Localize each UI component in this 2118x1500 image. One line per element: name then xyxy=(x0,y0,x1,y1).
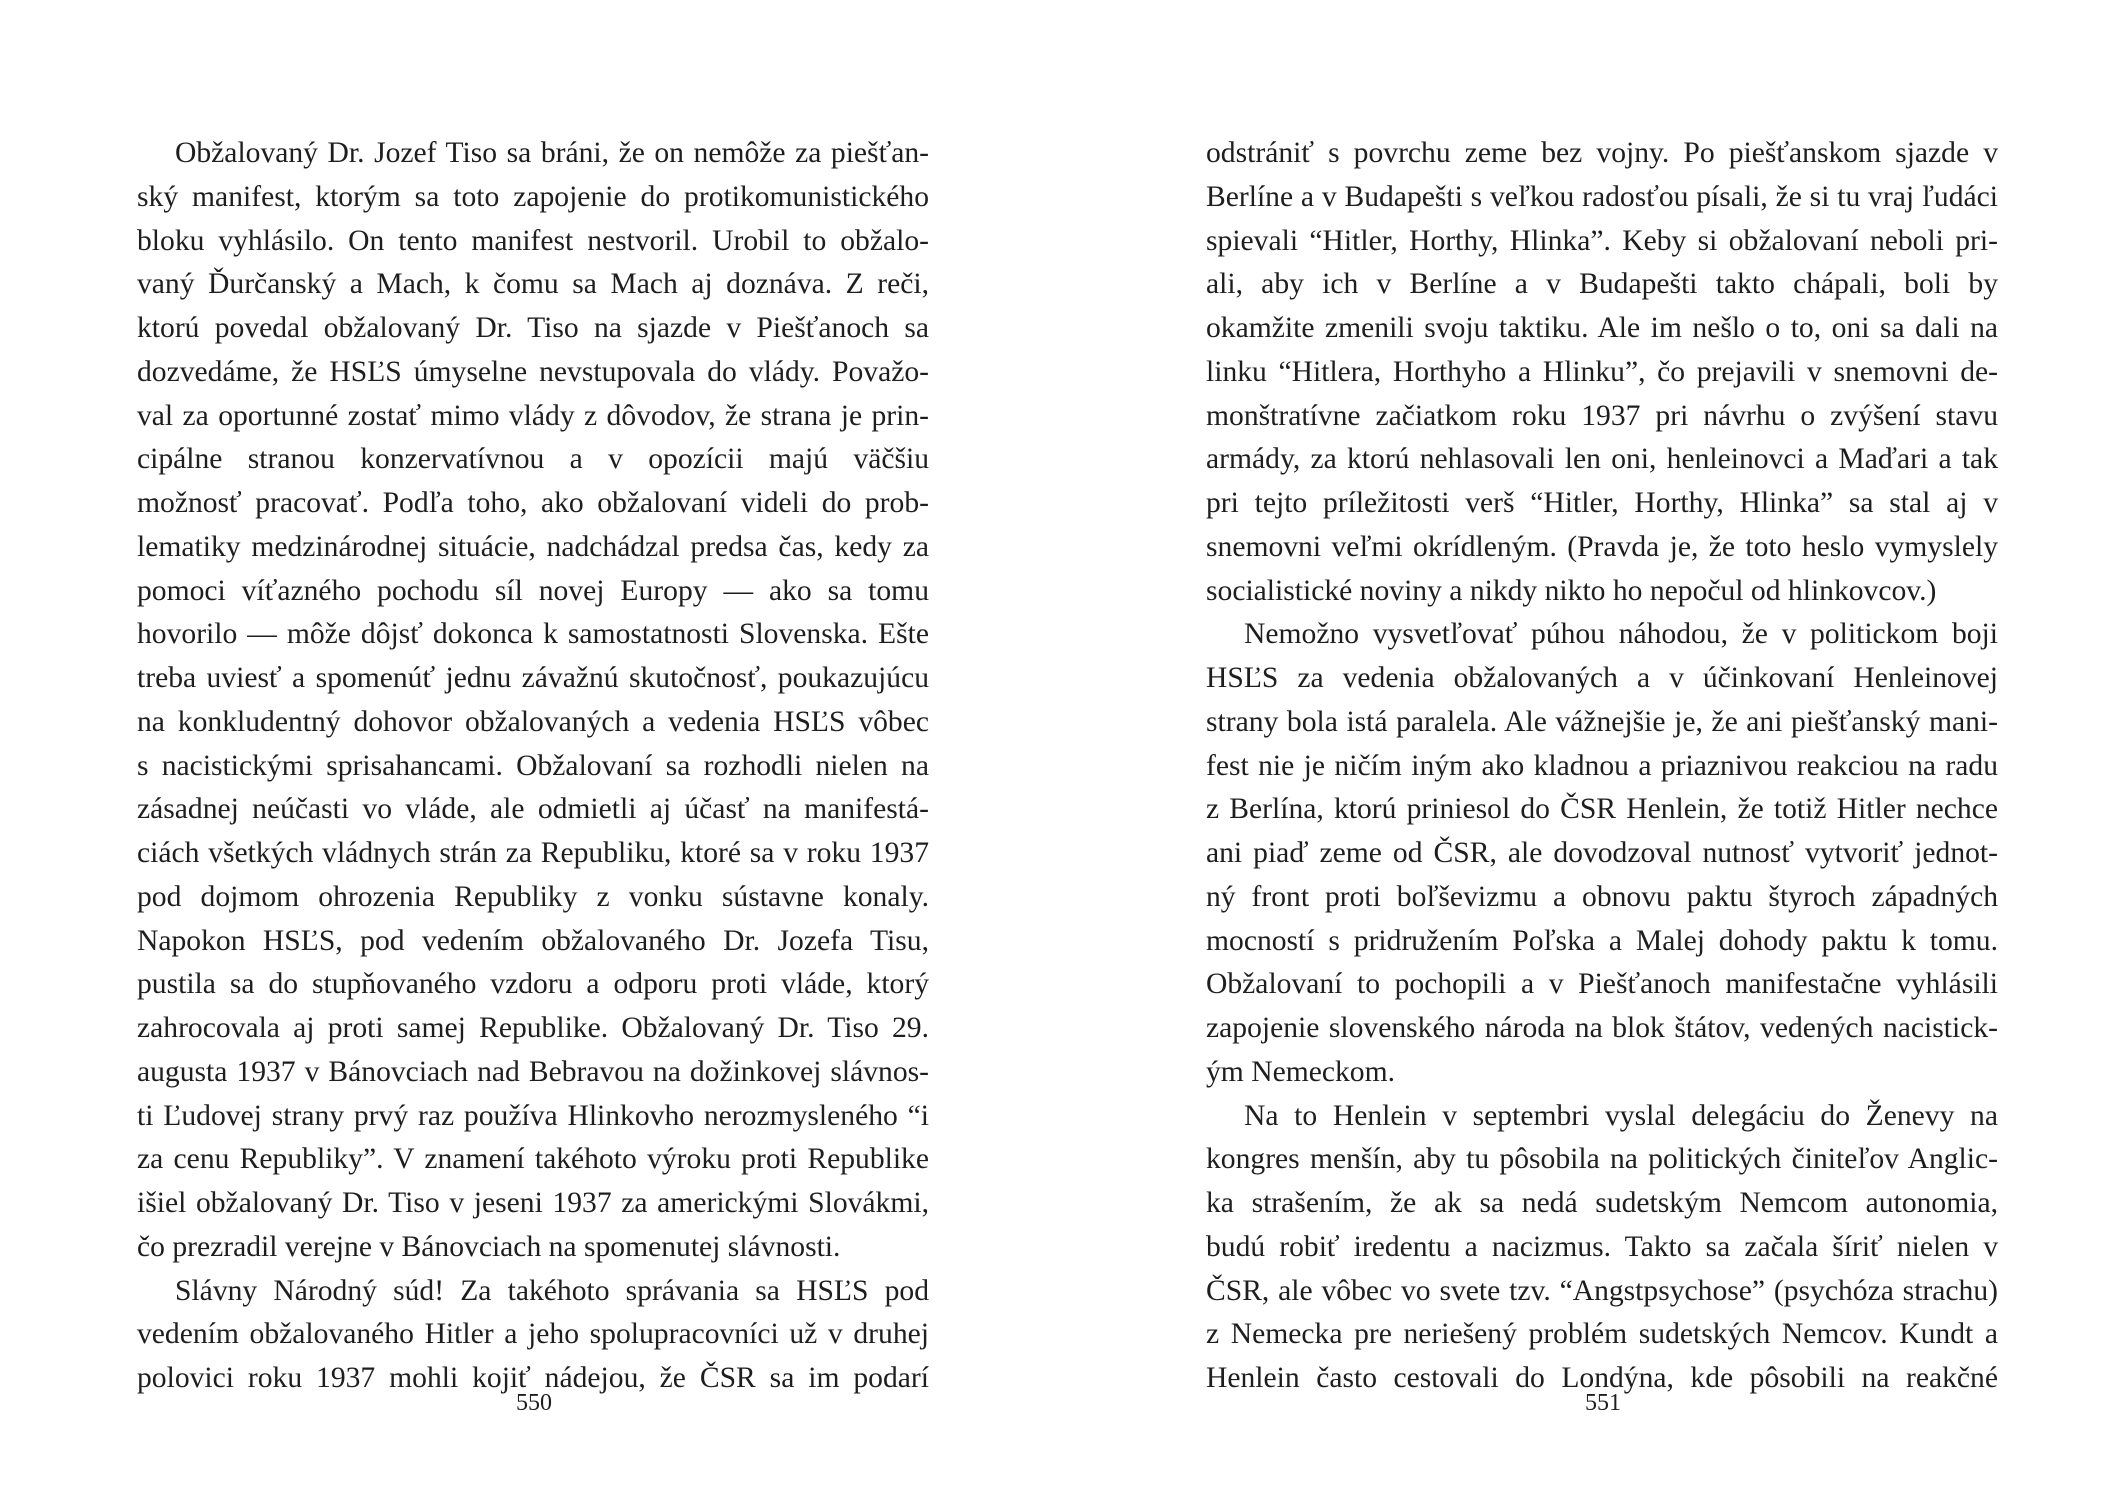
text-line: ČSR, ale vôbec vo svete tzv. “Angstpsychose” (psychóza strachu) xyxy=(1206,1274,1998,1307)
text-line: pomoci víťazného pochodu síl novej Europy — ako sa tomu xyxy=(137,574,929,607)
text-line: z Nemecka pre neriešený problém sudetských Nemcov. Kundt a xyxy=(1206,1318,1998,1351)
text-line: treba uviesť a spomenúť jednu závažnú skutočnosť, poukazujúcu xyxy=(137,662,929,694)
text-line: vedením obžalovaného Hitler a jeho spolupracovníci už v druhej xyxy=(137,1318,929,1351)
text-line: monštratívne začiatkom roku 1937 pri návrhu o zvýšení stavu xyxy=(1206,399,1998,432)
text-line: odstrániť s povrchu zeme bez vojny. Po piešťanskom sjazde v xyxy=(1206,137,1998,169)
paragraph xyxy=(137,1270,929,1401)
paragraph xyxy=(1206,132,1998,613)
text-line: armády, za ktorú nehlasovali len oni, henleinovci a Maďari a tak xyxy=(1206,443,1998,476)
text-line: lematiky medzinárodnej situácie, nadchádzal predsa čas, kedy za xyxy=(137,530,929,563)
paragraph xyxy=(1206,1095,1998,1401)
text-line: mocností s pridružením Poľska a Malej dohody paktu k tomu. xyxy=(1206,924,1998,957)
text-line: bloku vyhlásilo. On tento manifest nestvoril. Urobil to obžalo- xyxy=(137,224,929,257)
page-number: 550 xyxy=(516,1390,552,1416)
text-line: fest nie je ničím iným ako kladnou a priaznivou reakciou na radu xyxy=(1206,749,1998,782)
text-line: Obžalovaní to pochopili a v Piešťanoch manifestačne vyhlásili xyxy=(1206,968,1998,1001)
text-line: išiel obžalovaný Dr. Tiso v jeseni 1937 za americkými Slovákmi, xyxy=(137,1187,929,1219)
text-line: kongres menšín, aby tu pôsobila na politických činiteľov Anglic- xyxy=(1206,1143,1998,1176)
text-line: ali, aby ich v Berlíne a v Budapešti takto chápali, boli by xyxy=(1206,268,1998,301)
text-line: ka strašením, že ak sa nedá sudetským Nemcom autonomia, xyxy=(1206,1187,1998,1219)
text-line: pustila sa do stupňovaného vzdoru a odporu proti vláde, ktorý xyxy=(137,968,929,1001)
text-line: ani piaď zeme od ČSR, ale dovodzoval nutnosť vytvoriť jednot- xyxy=(1206,837,1998,869)
text-line: linku “Hitlera, Horthyho a Hlinku”, čo prejavili v snemovni de- xyxy=(1206,355,1998,388)
text-line: zapojenie slovenského národa na blok štátov, vedených nacistick- xyxy=(1206,1012,1998,1044)
text-line: Henlein často cestovali do Londýna, kde pôsobili na reakčné xyxy=(1206,1362,1998,1394)
text-line: cipálne stranou konzervatívnou a v opozícii majú väčšiu xyxy=(137,443,929,476)
text-line: možnosť pracovať. Podľa toho, ako obžalovaní videli do prob- xyxy=(137,487,929,519)
text-line: zahrocovala aj proti samej Republike. Obžalovaný Dr. Tiso 29. xyxy=(137,1012,929,1044)
text-line: socialistické noviny a nikdy nikto ho nepočul od hlinkovcov.) xyxy=(1206,574,1937,607)
text-line: augusta 1937 v Bánovciach nad Bebravou na dožinkovej slávnos- xyxy=(137,1055,929,1088)
text-line: Nemožno vysvetľovať púhou náhodou, že v politickom boji xyxy=(1244,618,1998,651)
text-line: strany bola istá paralela. Ale vážnejšie je, že ani piešťanský mani- xyxy=(1206,705,1998,738)
text-line: okamžite zmenili svoju taktiku. Ale im nešlo o to, oni sa dali na xyxy=(1206,312,1998,344)
left-page xyxy=(137,132,929,1401)
text-line: na konkludentný dohovor obžalovaných a vedenia HSĽS vôbec xyxy=(137,705,929,738)
text-line: Berlíne a v Budapešti s veľkou radosťou písali, že si tu vraj ľudáci xyxy=(1206,180,1998,213)
text-line: ský manifest, ktorým sa toto zapojenie do protikomunistického xyxy=(137,180,929,213)
text-line: čo prezradil verejne v Bánovciach na spomenutej slávnosti. xyxy=(137,1230,841,1263)
text-line: Slávny Národný súd! Za takéhoto správania sa HSĽS pod xyxy=(175,1274,929,1307)
text-line: ti Ľudovej strany prvý raz používa Hlinkovho nerozmysleného “i xyxy=(137,1099,929,1132)
text-line: snemovni veľmi okrídleným. (Pravda je, že toto heslo vymyslely xyxy=(1206,530,1998,563)
page-number: 551 xyxy=(1585,1390,1621,1416)
text-line: ktorú povedal obžalovaný Dr. Tiso na sjazde v Piešťanoch sa xyxy=(137,312,929,344)
text-line: Napokon HSĽS, pod vedením obžalovaného Dr. Jozefa Tisu, xyxy=(137,924,929,957)
text-line: pod dojmom ohrozenia Republiky z vonku sústavne konaly. xyxy=(137,880,929,913)
text-line: ým Nemeckom. xyxy=(1206,1055,1396,1088)
paragraph xyxy=(137,132,929,1270)
text-line: Na to Henlein v septembri vyslal delegáciu do Ženevy na xyxy=(1244,1099,1998,1132)
text-line: z Berlína, ktorú priniesol do ČSR Henlein, že totiž Hitler nechce xyxy=(1206,793,1998,826)
text-line: zásadnej neúčasti vo vláde, ale odmietli aj účasť na manifestá- xyxy=(137,793,929,826)
text-line: polovici roku 1937 mohli kojiť nádejou, že ČSR sa im podarí xyxy=(137,1362,929,1394)
text-line: val za oportunné zostať mimo vlády z dôvodov, že strana je prin- xyxy=(137,399,929,432)
text-line: HSĽS za vedenia obžalovaných a v účinkovaní Henleinovej xyxy=(1206,662,1998,694)
right-page xyxy=(1206,132,1998,1401)
text-line: Obžalovaný Dr. Jozef Tiso sa bráni, že on nemôže za piešťan- xyxy=(175,137,929,169)
text-line: za cenu Republiky”. V znamení takéhoto výroku proti Republike xyxy=(137,1143,929,1176)
text-line: s nacistickými sprisahancami. Obžalovaní sa rozhodli nielen na xyxy=(137,749,929,782)
text-line: pri tejto príležitosti verš “Hitler, Horthy, Hlinka” sa stal aj v xyxy=(1206,487,1998,519)
text-line: dozvedáme, že HSĽS úmyselne nevstupovala do vlády. Považo- xyxy=(137,355,929,388)
paragraph xyxy=(1206,613,1998,1094)
text-line: ciách všetkých vládnych strán za Republiku, ktoré sa v roku 1937 xyxy=(137,837,929,869)
text-line: vaný Ďurčanský a Mach, k čomu sa Mach aj doznáva. Z reči, xyxy=(137,268,929,301)
text-line: spievali “Hitler, Horthy, Hlinka”. Keby si obžalovaní neboli pri- xyxy=(1206,224,1998,257)
text-line: budú robiť iredentu a nacizmus. Takto sa začala šíriť nielen v xyxy=(1206,1230,1998,1263)
text-line: ný front proti boľševizmu a obnovu paktu štyroch západných xyxy=(1206,880,1998,913)
text-line: hovorilo — môže dôjsť dokonca k samostatnosti Slovenska. Ešte xyxy=(137,618,929,651)
